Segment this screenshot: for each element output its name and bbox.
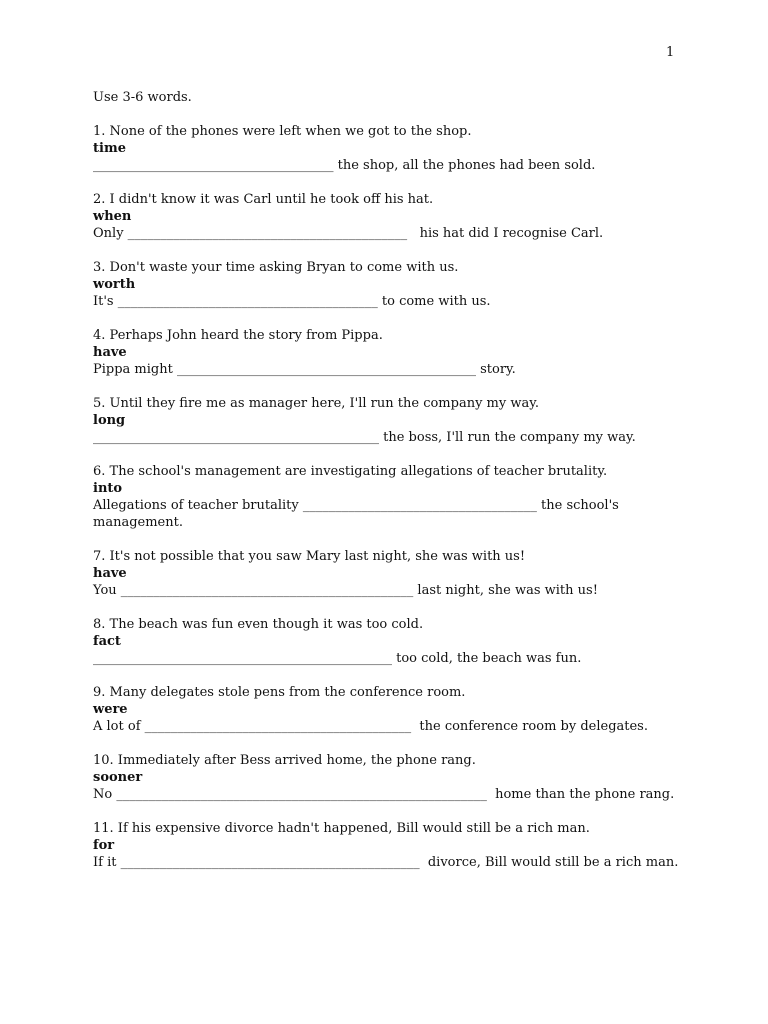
answer-blank[interactable]: ____________________________________________ xyxy=(93,430,379,445)
answer-blank[interactable]: _____________________________________ xyxy=(93,158,334,173)
answer-suffix: last night, she was with us! xyxy=(413,583,598,598)
answer-blank[interactable]: ______________________________________________ xyxy=(120,855,420,870)
exercise-item-2 xyxy=(93,191,673,242)
keyword: have xyxy=(93,566,127,581)
source-sentence: 4. Perhaps John heard the story from Pippa. xyxy=(93,328,383,343)
exercise-item-9 xyxy=(93,684,673,735)
source-sentence: 8. The beach was fun even though it was too cold. xyxy=(93,617,424,632)
source-sentence: 6. The school's management are investigating allegations of teacher brutality. xyxy=(93,464,608,479)
answer-line xyxy=(93,786,673,803)
keyword: when xyxy=(93,209,132,224)
answer-suffix: the boss, I'll run the company my way. xyxy=(379,430,636,445)
answer-suffix: the conference room by delegates. xyxy=(411,719,648,734)
exercise-item-4 xyxy=(93,327,673,378)
answer-blank[interactable]: ___________________________________________ xyxy=(127,226,408,241)
answer-blank[interactable]: _________________________________________________________ xyxy=(116,787,487,802)
exercise-item-3 xyxy=(93,259,673,310)
source-sentence: 1. None of the phones were left when we got to the shop. xyxy=(93,124,472,139)
answer-suffix: story. xyxy=(475,362,516,377)
answer-prefix: You xyxy=(93,583,121,598)
answer-suffix: to come with us. xyxy=(377,294,491,309)
answer-blank[interactable]: _____________________________________________ xyxy=(120,583,414,598)
source-sentence: 2. I didn't know it was Carl until he took off his hat. xyxy=(93,192,434,207)
answer-blank[interactable]: ________________________________________ xyxy=(117,294,378,309)
answer-line xyxy=(93,293,673,310)
exercise-list xyxy=(93,123,679,888)
answer-blank[interactable]: ______________________________________________ xyxy=(93,651,392,666)
source-sentence: 9. Many delegates stole pens from the conference room. xyxy=(93,685,466,700)
answer-prefix: If it xyxy=(93,855,121,870)
exercise-item-11 xyxy=(93,820,679,871)
answer-prefix: Only xyxy=(93,226,128,241)
exercise-item-10 xyxy=(93,752,673,803)
source-sentence: 11. If his expensive divorce hadn't happened, Bill would still be a rich man. xyxy=(93,821,590,836)
keyword: for xyxy=(93,838,115,853)
answer-blank[interactable]: ____________________________________ xyxy=(302,498,537,513)
exercise-item-8 xyxy=(93,616,673,667)
keyword: time xyxy=(93,141,126,156)
exercise-item-6 xyxy=(93,463,673,531)
answer-blank[interactable]: _________________________________________ xyxy=(144,719,412,734)
exercise-item-7 xyxy=(93,548,673,599)
answer-suffix: home than the phone rang. xyxy=(486,787,675,802)
answer-prefix: It's xyxy=(93,294,118,309)
keyword: into xyxy=(93,481,123,496)
answer-prefix: Allegations of teacher brutality xyxy=(93,498,303,513)
answer-suffix: the shop, all the phones had been sold. xyxy=(333,158,596,173)
source-sentence: 7. It's not possible that you saw Mary last night, she was with us! xyxy=(93,549,526,564)
keyword: sooner xyxy=(93,770,143,785)
source-sentence: 3. Don't waste your time asking Bryan to come with us. xyxy=(93,260,459,275)
answer-suffix: too cold, the beach was fun. xyxy=(392,651,582,666)
answer-prefix: No xyxy=(93,787,117,802)
answer-line xyxy=(93,225,673,242)
keyword: were xyxy=(93,702,128,717)
answer-line xyxy=(93,718,673,735)
source-sentence: 5. Until they fire me as manager here, I'll run the company my way. xyxy=(93,396,539,411)
answer-line xyxy=(93,497,673,531)
answer-prefix: Pippa might xyxy=(93,362,177,377)
exercise-item-5 xyxy=(93,395,673,446)
page-number: 1 xyxy=(666,45,675,60)
answer-suffix: the school's management. xyxy=(93,498,619,530)
answer-line xyxy=(93,361,673,378)
answer-prefix: A lot of xyxy=(93,719,145,734)
keyword: worth xyxy=(93,277,136,292)
answer-line xyxy=(93,854,679,871)
source-sentence: 10. Immediately after Bess arrived home, the phone rang. xyxy=(93,753,476,768)
answer-line xyxy=(93,650,673,667)
keyword: fact xyxy=(93,634,121,649)
answer-line xyxy=(93,582,673,599)
answer-line xyxy=(93,157,673,174)
exercise-item-1 xyxy=(93,123,673,174)
keyword: have xyxy=(93,345,127,360)
answer-line xyxy=(93,429,673,446)
answer-blank[interactable]: ______________________________________________ xyxy=(176,362,476,377)
keyword: long xyxy=(93,413,126,428)
answer-suffix: divorce, Bill would still be a rich man. xyxy=(419,855,679,870)
answer-suffix: his hat did I recognise Carl. xyxy=(407,226,604,241)
instructions: Use 3-6 words. xyxy=(93,90,192,105)
